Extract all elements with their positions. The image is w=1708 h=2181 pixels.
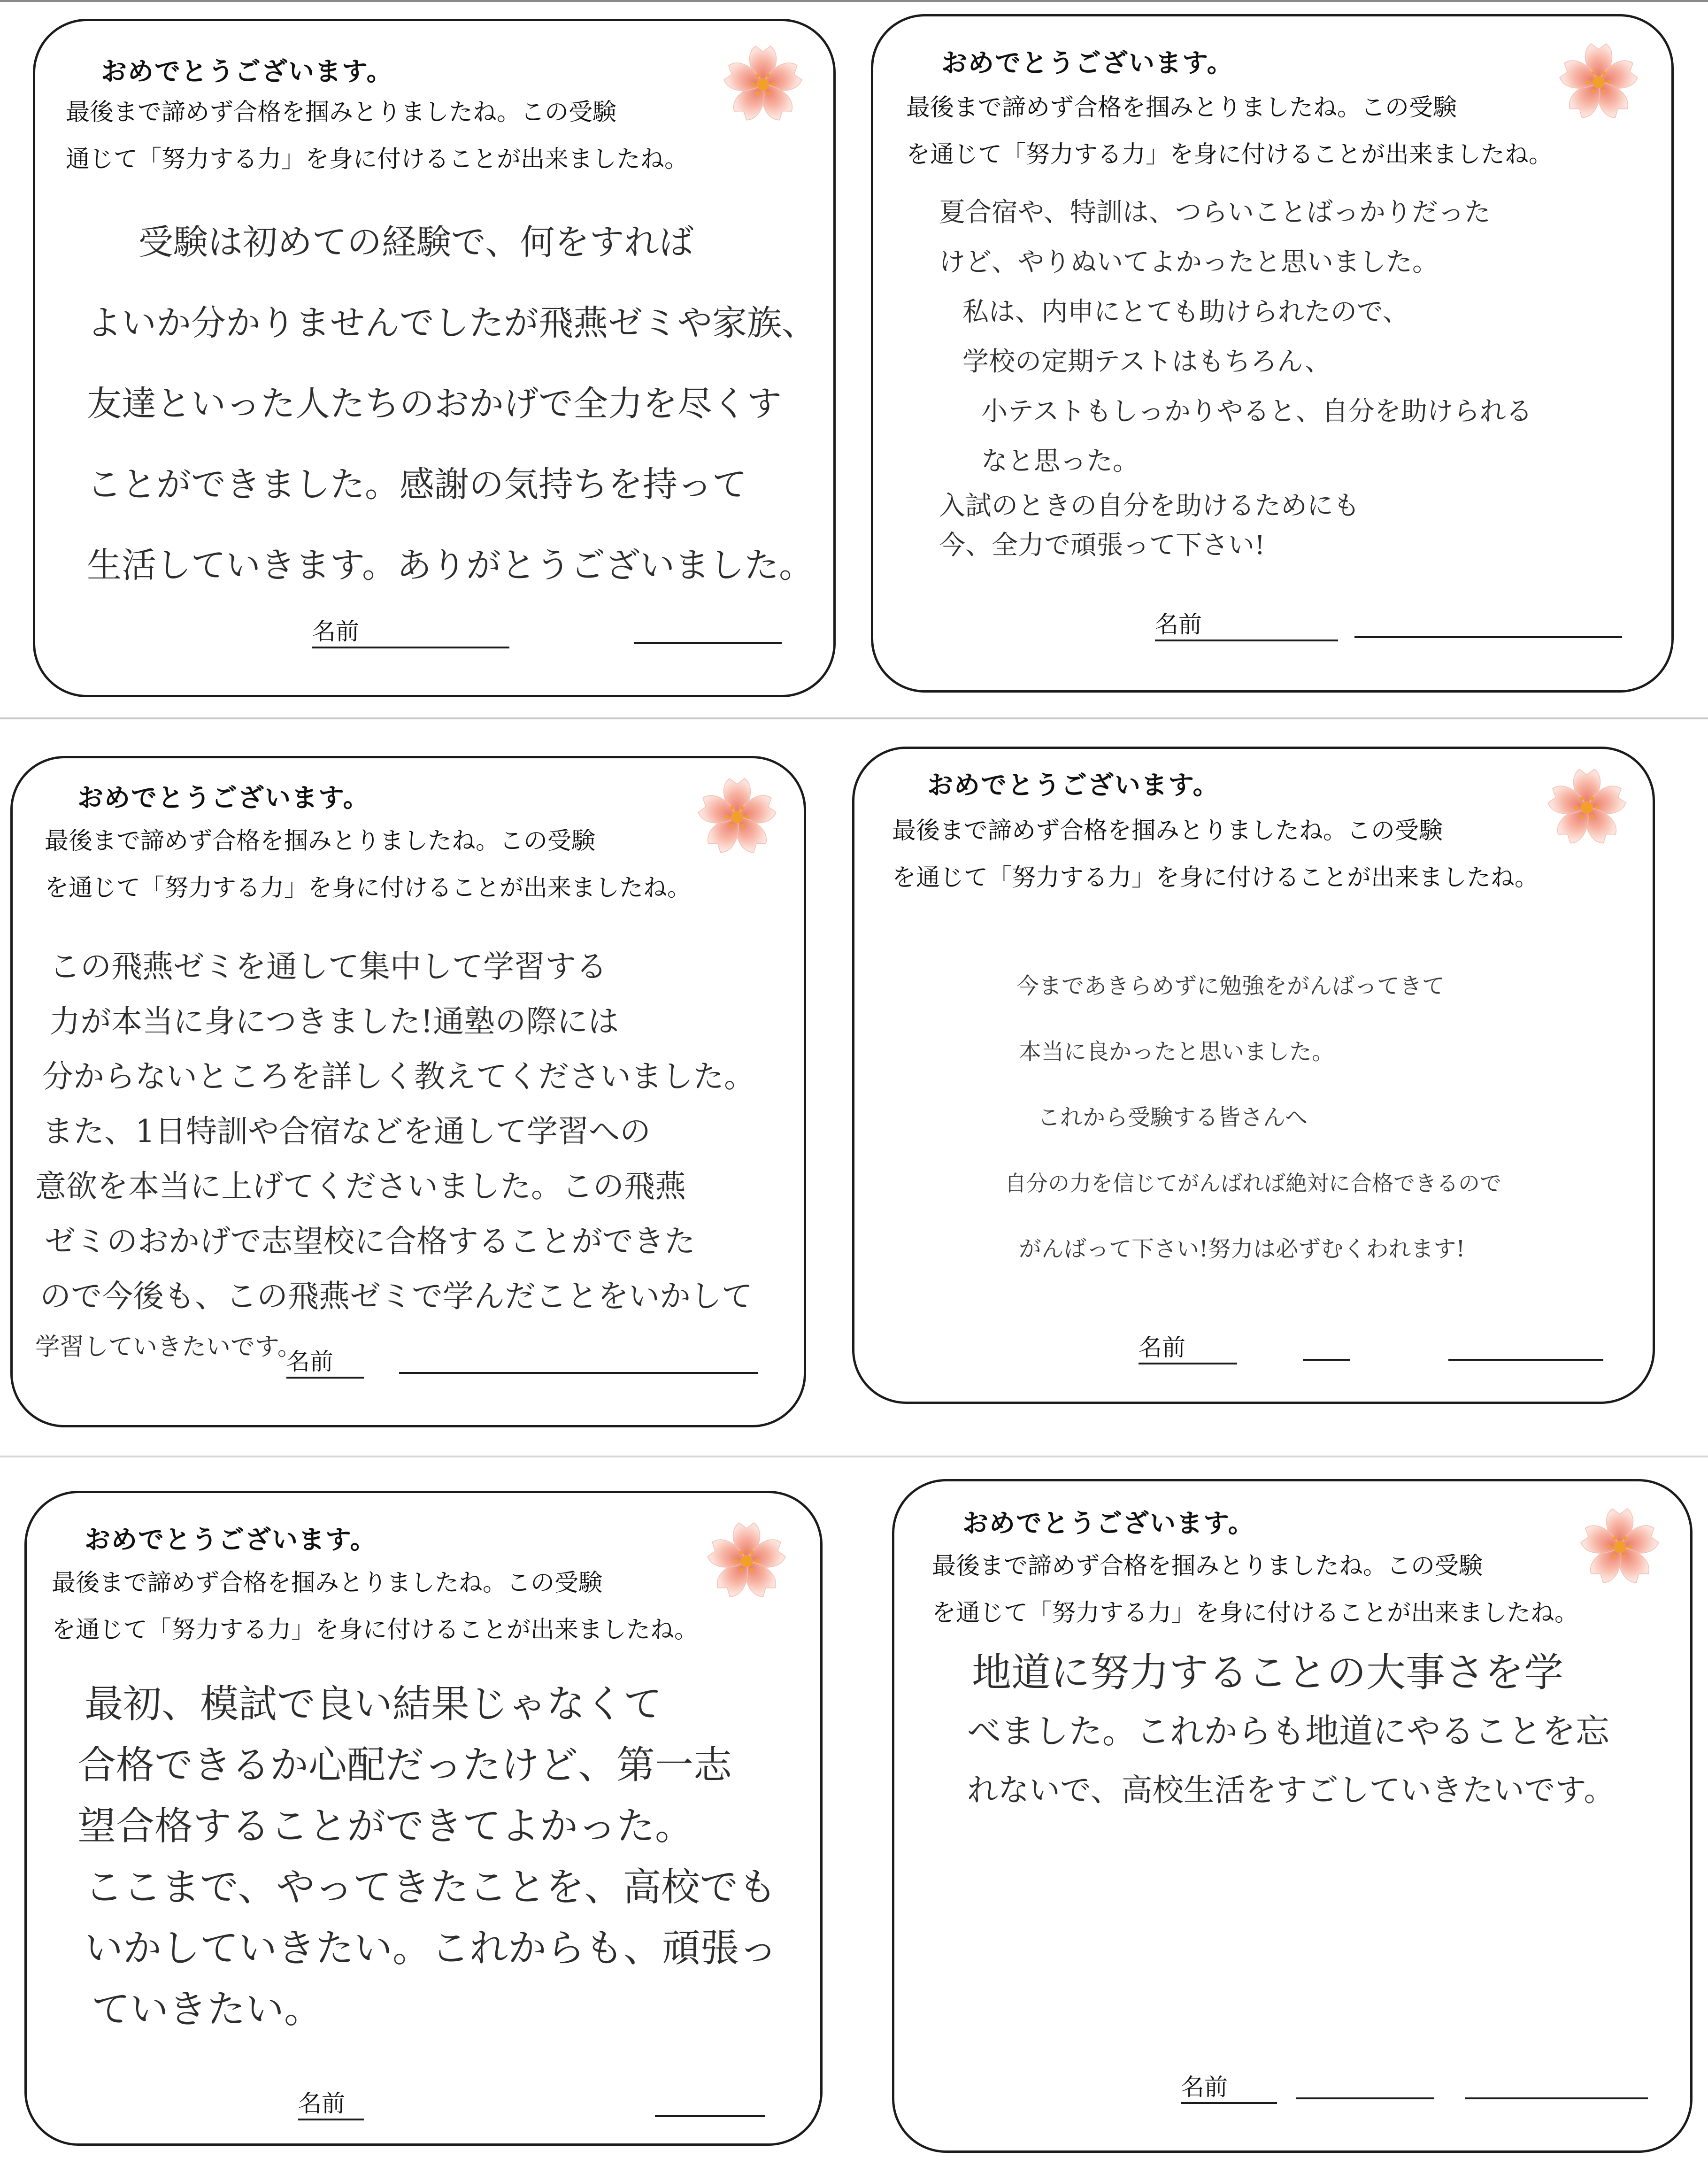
handwritten-line: 夏合宿や、特訓は、つらいことばっかりだった bbox=[939, 197, 1491, 228]
handwritten-line: いかしていきたい。これからも、頑張っ bbox=[85, 1926, 778, 1971]
message-line-2: を通じて「努力する力」を身に付けることが出来ましたね。 bbox=[892, 864, 1539, 892]
handwritten-line: 自分の力を信じてがんばれば絶対に合格できるので bbox=[1005, 1171, 1501, 1196]
handwritten-line: 最初、模試で良い結果じゃなくて bbox=[85, 1682, 662, 1726]
handwritten-line: 合格できるか心配だったけど、第一志 bbox=[77, 1743, 732, 1788]
handwritten-message bbox=[939, 188, 1532, 565]
handwritten-message bbox=[87, 202, 816, 606]
handwritten-line: 私は、内申にとても助けられたので、 bbox=[962, 297, 1409, 327]
message-line-1: 最後まで諦めず合格を掴みとりましたね。この受験 bbox=[66, 99, 617, 126]
card-greeting: おめでとうございます。 bbox=[962, 1508, 1255, 1538]
card-printed-message bbox=[45, 818, 691, 912]
handwritten-line: これから受験する皆さんへ bbox=[1038, 1104, 1308, 1131]
name-label: 名前 bbox=[298, 2085, 364, 2120]
page-edge-line bbox=[0, 717, 1708, 719]
sakura-flower-icon bbox=[1552, 35, 1646, 129]
handwritten-line: 今まであきらめずに勉強をがんばってきて bbox=[1016, 973, 1445, 999]
handwritten-line: 力が本当に身につきました!通塾の際には bbox=[49, 1003, 619, 1040]
sakura-flower-icon bbox=[1573, 1500, 1667, 1594]
card-greeting: おめでとうございます。 bbox=[927, 770, 1220, 800]
signature-line bbox=[1354, 636, 1622, 638]
handwritten-line: 入試のときの自分を助けるためにも bbox=[939, 491, 1360, 521]
message-line-2: を通じて「努力する力」を身に付けることが出来ましたね。 bbox=[906, 141, 1553, 169]
sakura-flower-icon bbox=[690, 770, 784, 864]
handwritten-line: 生活していきます。ありがとうございました。 bbox=[87, 545, 814, 586]
signature-line bbox=[634, 642, 782, 644]
signature-line bbox=[1465, 2097, 1648, 2099]
handwritten-line: 望合格することができてよかった。 bbox=[77, 1804, 694, 1849]
sakura-flower-icon bbox=[716, 38, 810, 131]
handwritten-line: ので今後も、この飛燕ゼミで学んだことをいかして bbox=[40, 1278, 753, 1314]
handwritten-line: 友達といった人たちのおかげで全力を尽くす bbox=[87, 384, 782, 424]
handwritten-line: べました。これからも地道にやることを忘 bbox=[967, 1711, 1610, 1751]
handwritten-line: 学校の定期テストはもちろん、 bbox=[962, 347, 1331, 377]
handwritten-line: がんばって下さい!努力は必ずむくわれます! bbox=[1019, 1236, 1465, 1262]
signature-line bbox=[1303, 1359, 1350, 1361]
handwritten-line: 分からないところを詳しく教えてくださいました。 bbox=[42, 1058, 755, 1094]
handwritten-line: なと思った。 bbox=[981, 446, 1139, 477]
message-line-1: 最後まで諦めず合格を掴みとりましたね。この受験 bbox=[932, 1552, 1483, 1580]
message-line-2: を通じて「努力する力」を身に付けることが出来ましたね。 bbox=[932, 1599, 1579, 1627]
card-greeting: おめでとうございます。 bbox=[77, 783, 370, 813]
handwritten-line: 小テストもしっかりやると、自分を助けられる bbox=[981, 396, 1532, 427]
message-line-2: 通じて「努力する力」を身に付けることが出来ましたね。 bbox=[66, 146, 689, 173]
handwritten-line: よいか分かりませんでしたが飛燕ゼミや家族、 bbox=[87, 303, 816, 343]
page-edge-line bbox=[0, 0, 1708, 2]
message-line-1: 最後まで諦めず合格を掴みとりましたね。この受験 bbox=[52, 1569, 603, 1597]
handwritten-message bbox=[1005, 953, 1501, 1282]
card-printed-message bbox=[932, 1543, 1578, 1637]
handwritten-line: ていきたい。 bbox=[92, 1987, 323, 2032]
message-line-1: 最後まで諦めず合格を掴みとりましたね。この受験 bbox=[906, 94, 1457, 122]
handwritten-message bbox=[35, 939, 755, 1371]
handwritten-line: けど、やりぬいてよかったと思いました。 bbox=[939, 247, 1439, 277]
signature-line bbox=[655, 2115, 765, 2117]
signature-line bbox=[1296, 2097, 1434, 2099]
message-line-1: 最後まで諦めず合格を掴みとりましたね。この受験 bbox=[892, 817, 1443, 845]
message-line-2: を通じて「努力する力」を身に付けることが出来ましたね。 bbox=[45, 874, 692, 902]
handwritten-line: ことができました。感謝の気持ちを持って bbox=[87, 464, 747, 505]
page-edge-line bbox=[0, 1456, 1708, 1457]
handwritten-line: この飛燕ゼミを通して集中して学習する bbox=[49, 948, 607, 985]
handwritten-line: 学習していきたいです。 bbox=[35, 1333, 302, 1361]
handwritten-line: 地道に努力することの大事さを学 bbox=[972, 1649, 1564, 1695]
handwritten-line: ゼミのおかげで志望校に合格することができた bbox=[45, 1223, 695, 1259]
handwritten-line: 意欲を本当に上げてくださいました。この飛燕 bbox=[35, 1168, 686, 1204]
handwritten-line: ここまで、やってきたことを、高校でも bbox=[85, 1865, 777, 1910]
name-label: 名前 bbox=[286, 1343, 364, 1379]
sakura-flower-icon bbox=[700, 1514, 793, 1608]
handwritten-line: 本当に良かったと思いました。 bbox=[1019, 1039, 1335, 1065]
handwritten-line: れないで、高校生活をすごしていきたいです。 bbox=[967, 1772, 1615, 1808]
card-greeting: おめでとうございます。 bbox=[941, 48, 1234, 78]
handwritten-message bbox=[77, 1674, 777, 2040]
name-label: 名前 bbox=[1139, 1329, 1237, 1364]
card-printed-message bbox=[66, 89, 688, 183]
card-printed-message bbox=[906, 85, 1553, 178]
name-label: 名前 bbox=[312, 613, 509, 648]
name-label: 名前 bbox=[1155, 606, 1338, 641]
card-greeting: おめでとうございます。 bbox=[101, 56, 393, 86]
message-line-1: 最後まで諦めず合格を掴みとりましたね。この受験 bbox=[45, 827, 596, 855]
sakura-flower-icon bbox=[1540, 761, 1634, 855]
handwritten-message bbox=[967, 1643, 1615, 1819]
card-printed-message bbox=[52, 1560, 698, 1654]
card-printed-message bbox=[892, 808, 1539, 902]
signature-line bbox=[399, 1372, 758, 1374]
signature-line bbox=[1448, 1359, 1603, 1361]
handwritten-line: 受験は初めての経験で、何をすれば bbox=[138, 222, 694, 262]
card-greeting: おめでとうございます。 bbox=[85, 1525, 377, 1555]
handwritten-line: 今、全力で頑張って下さい! bbox=[939, 530, 1265, 561]
handwritten-line: また、1日特訓や合宿などを通して学習への bbox=[42, 1113, 651, 1149]
name-label: 名前 bbox=[1181, 2068, 1277, 2104]
message-line-2: を通じて「努力する力」を身に付けることが出来ましたね。 bbox=[52, 1616, 699, 1644]
